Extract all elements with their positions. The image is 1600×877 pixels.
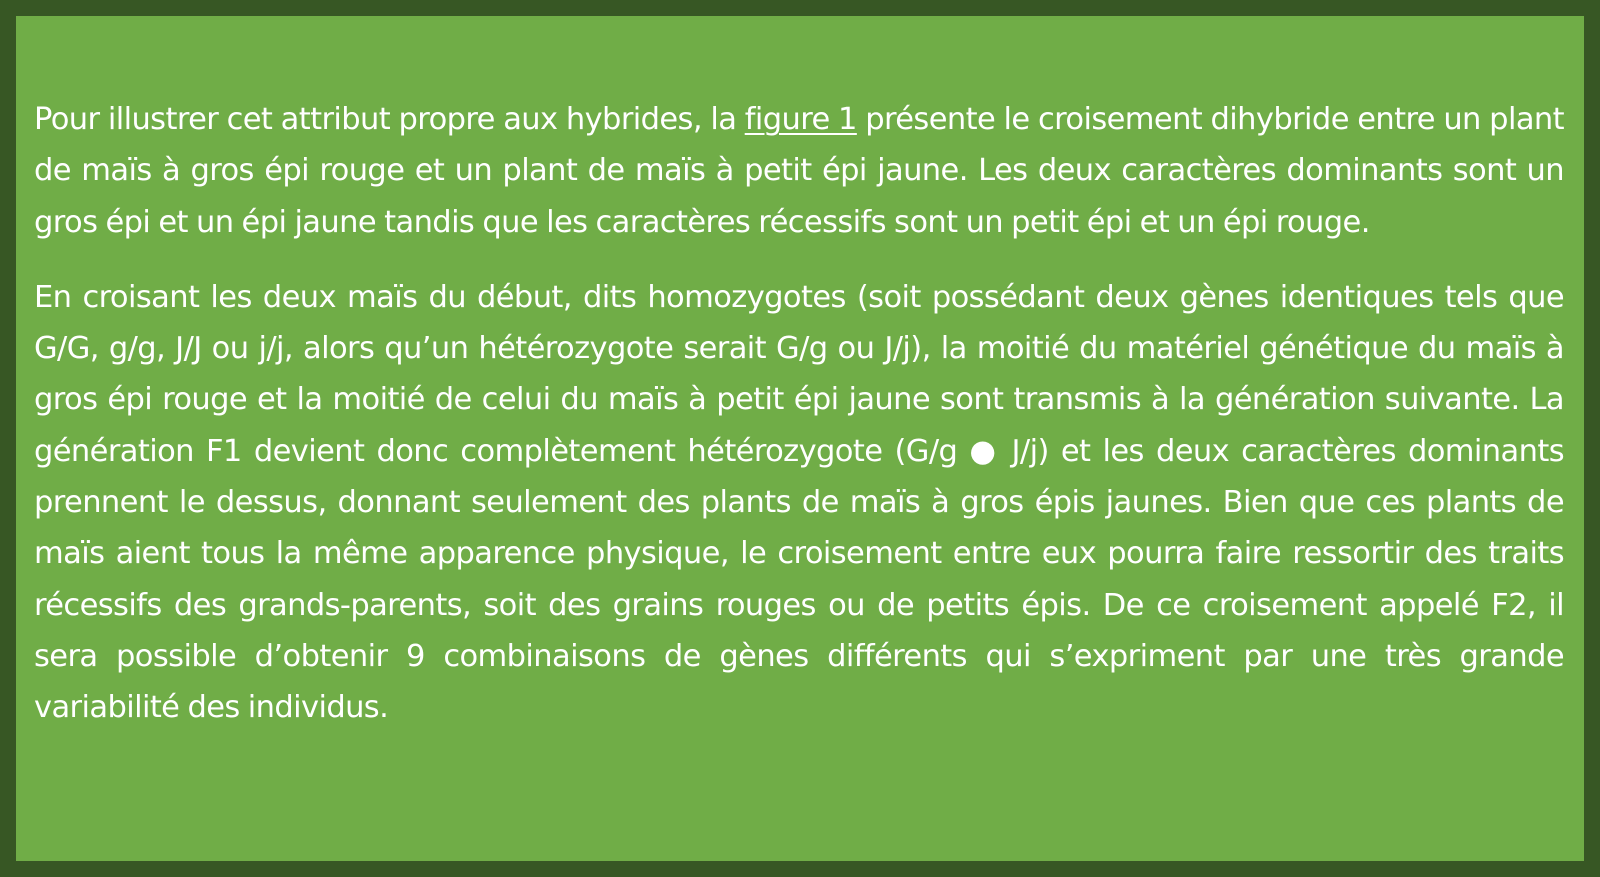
paragraph-1 (34, 94, 1564, 248)
figure-1-link[interactable]: figure 1 (744, 102, 857, 137)
paragraph-1-text-start: Pour illustrer cet attribut propre aux hybrides, la (34, 102, 745, 137)
paragraph-1-text-end: présente le croisement dihybride entre un plant de maïs à gros épi rouge et un plant de maïs à petit épi jaune. Les deux caractères dominants sont un gros épi et un épi jaune tandis que les caractères récessifs sont un petit épi et un épi rouge. (34, 102, 1564, 240)
text-content (34, 94, 1564, 734)
paragraph-2: En croisant les deux maïs du début, dits homozygotes (soit possédant deux gènes identiques tels que G/G, g/g, J/J ou j/j, alors qu’un hétérozygote serait G/g ou J/j), la moitié du matériel génétique du maïs à gros épi rouge et la moitié de celui du maïs à petit épi jaune sont transmis à la génération suivante. La génération F1 devient donc complètement hétérozygote (G/g ● J/j) et les deux caractères dominants prennent le dessus, donnant seulement des plants de maïs à gros épis jaunes. Bien que ces plants de maïs aient tous la même apparence physique, le croisement entre eux pourra faire ressortir des traits récessifs des grands-parents, soit des grains rouges ou de petits épis. De ce croisement appelé F2, il sera possible d’obtenir 9 combinaisons de gènes différents qui s’expriment par une très grande variabilité des individus. (34, 279, 1564, 726)
